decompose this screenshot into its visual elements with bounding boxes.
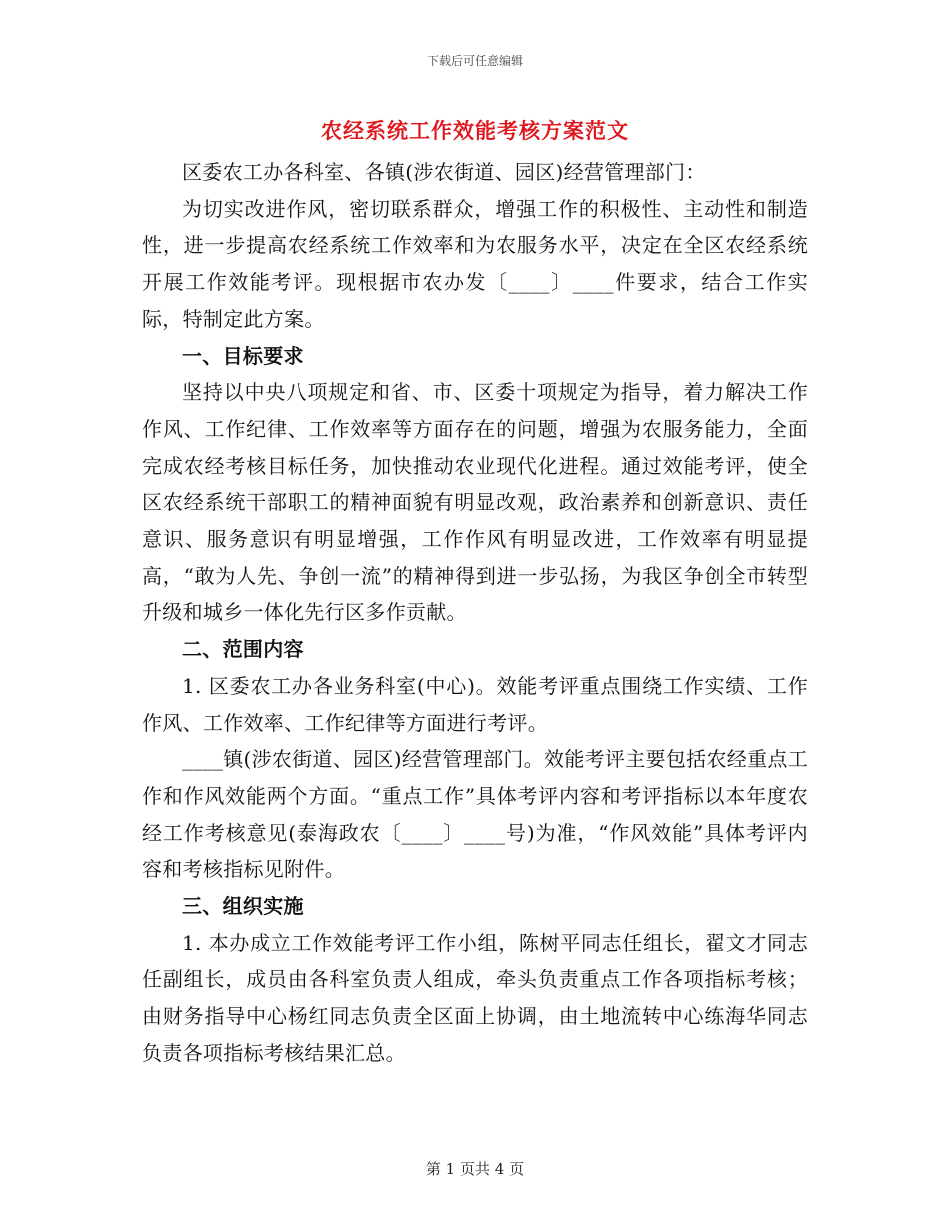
- scope-item-1: 1. 区委农工办各业务科室(中心)。效能考评重点围绕工作实绩、工作作风、工作效率、工作纪律等方面进行考评。: [142, 673, 808, 735]
- section-heading-scope: 二、范围内容: [182, 637, 304, 662]
- section-heading-implementation: 三、组织实施: [182, 894, 304, 919]
- section-heading-goals: 一、目标要求: [182, 343, 304, 368]
- intro-paragraph: 为切实改进作风，密切联系群众，增强工作的积极性、主动性和制造性，进一步提高农经系统工作效率和为农服务水平，决定在全区农经系统开展工作效能考评。现根据市农办发〔____〕____件要求，结合工作实际，特制定此方案。: [142, 196, 808, 331]
- document-body: [142, 108, 808, 1072]
- scope-item-2: ____镇(涉农街道、园区)经营管理部门。效能考评主要包括农经重点工作和作风效能两个方面。“重点工作”具体考评内容和考评指标以本年度农经工作考核意见(泰海政农〔____〕____号)为准，“作风效能”具体考评内容和考核指标见附件。: [142, 747, 808, 882]
- document-title: 农经系统工作效能考核方案范文: [321, 118, 629, 143]
- goals-paragraph: 坚持以中央八项规定和省、市、区委十项规定为指导，着力解决工作作风、工作纪律、工作效率等方面存在的问题，增强为农服务能力，全面完成农经考核目标任务，加快推动农业现代化进程。通过效能考评，使全区农经系统干部职工的精神面貌有明显改观，政治素养和创新意识、责任意识、服务意识有明显增强，工作作风有明显改进，工作效率有明显提高，“敢为人先、争创一流”的精神得到进一步弘扬，为我区争创全市转型升级和城乡一体化先行区多作贡献。: [142, 380, 808, 625]
- implementation-item-1: 1. 本办成立工作效能考评工作小组，陈树平同志任组长，翟文才同志任副组长，成员由各科室负责人组成，牵头负责重点工作各项指标考核；由财务指导中心杨红同志负责全区面上协调，由土地流转中心练海华同志负责各项指标考核结果汇总。: [142, 930, 808, 1065]
- salutation: 区委农工办各科室、各镇(涉农街道、园区)经营管理部门：: [182, 160, 706, 184]
- page-header: 下载后可任意编辑: [426, 54, 523, 68]
- page-footer: 第 1 页共 4 页: [425, 1160, 525, 1178]
